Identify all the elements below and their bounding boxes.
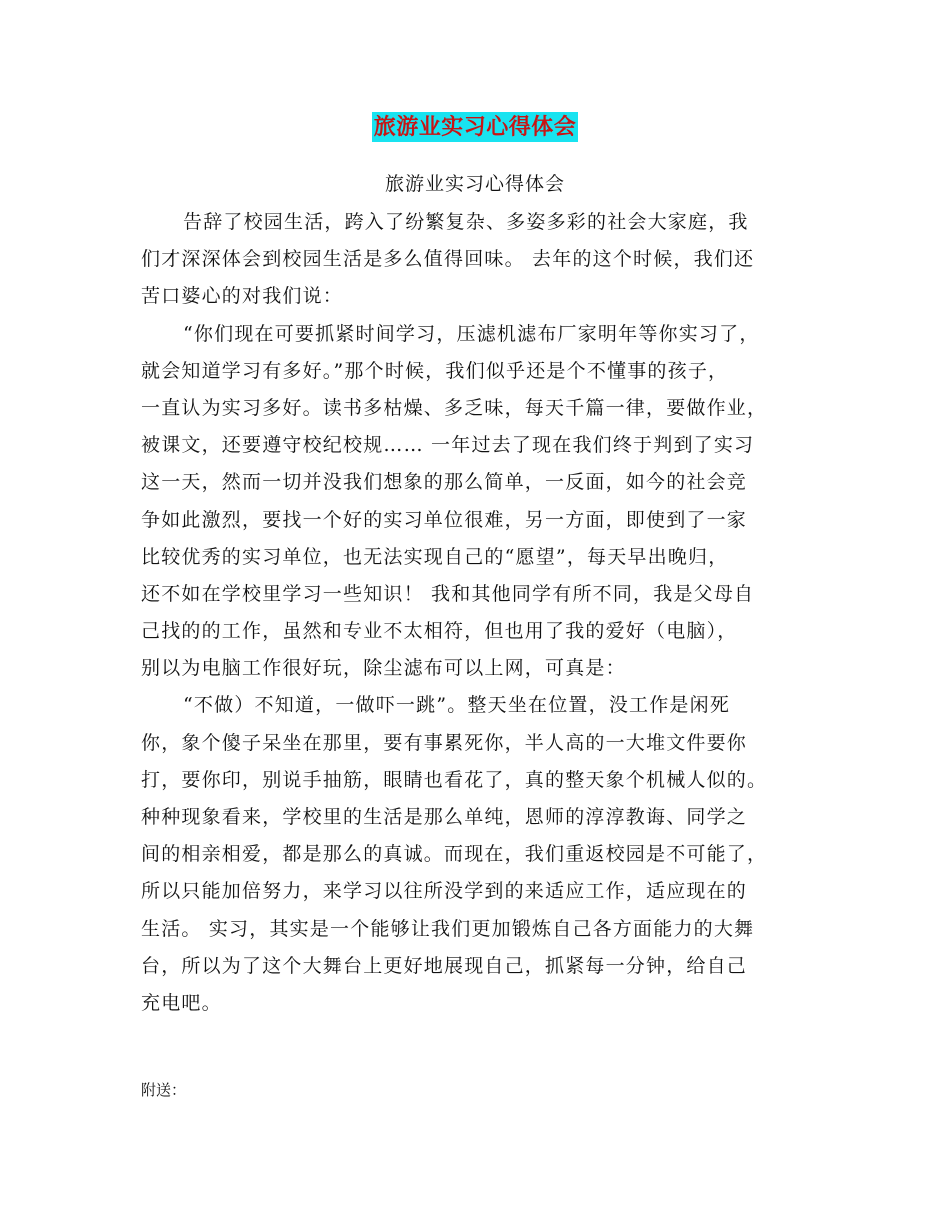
body-line: 被课文，还要遵守校纪校规…… 一年过去了现在我们终于判到了实习 (141, 434, 755, 457)
body-line: “你们现在可要抓紧时间学习，压滤机滤布厂家明年等你实习了， (183, 322, 760, 345)
appendix-label: 附送： (141, 1081, 187, 1099)
body-line: 所以只能加倍努力，来学习以往所没学到的来适应工作，适应现在的 (141, 880, 748, 903)
body-line: 间的相亲相爱，都是那么的真诚。而现在，我们重返校园是不可能了， (141, 843, 768, 866)
body-line: 一直认为实习多好。读书多枯燥、多乏味，每天千篇一律，要做作业， (141, 396, 768, 419)
document-body (141, 208, 821, 1026)
body-line: 台，所以为了这个大舞台上更好地展现自己，抓紧每一分钟，给自己 (141, 954, 748, 977)
body-line: 充电吧。 (141, 991, 222, 1014)
body-line: 们才深深体会到校园生活是多么值得回味。 去年的这个时候，我们还 (141, 248, 755, 271)
body-line: 比较优秀的实习单位，也无法实现自己的“愿望”，每天早出晚归， (141, 545, 729, 568)
title-container (0, 112, 950, 142)
body-line: 争如此激烈，要找一个好的实习单位很难，另一方面，即使到了一家 (141, 508, 748, 531)
body-line: “不做）不知道，一做吓一跳”。整天坐在位置，没工作是闲死 (183, 694, 731, 717)
body-line: 告辞了校园生活，跨入了纷繁复杂、多姿多彩的社会大家庭，我 (183, 211, 749, 233)
body-line: 苦口婆心的对我们说： (141, 285, 344, 308)
body-line: 就会知道学习有多好。”那个时候，我们似乎还是个不懂事的孩子， (141, 359, 729, 382)
body-line: 别以为电脑工作很好玩，除尘滤布可以上网，可真是： (141, 657, 626, 680)
body-line: 打，要你印，别说手抽筋，眼睛也看花了，真的整天象个机械人似的。 (141, 768, 768, 791)
body-line: 这一天，然而一切并没我们想象的那么简单，一反面，如今的社会竞 (141, 471, 748, 494)
document-title: 旅游业实习心得体会 (373, 114, 577, 140)
body-line: 还不如在学校里学习一些知识！ 我和其他同学有所不同，我是父母自 (141, 582, 755, 605)
body-line: 生活。 实习，其实是一个能够让我们更加锻炼自己各方面能力的大舞 (141, 917, 755, 940)
body-line: 你，象个傻子呆坐在那里，要有事累死你，半人高的一大堆文件要你 (141, 731, 748, 754)
document-subtitle: 旅游业实习心得体会 (384, 173, 565, 195)
body-line: 种种现象看来，学校里的生活是那么单纯，恩师的淳淳教诲、同学之 (141, 806, 748, 828)
body-line: 己找的的工作，虽然和专业不太相符，但也用了我的爱好（电脑）， (141, 620, 738, 643)
